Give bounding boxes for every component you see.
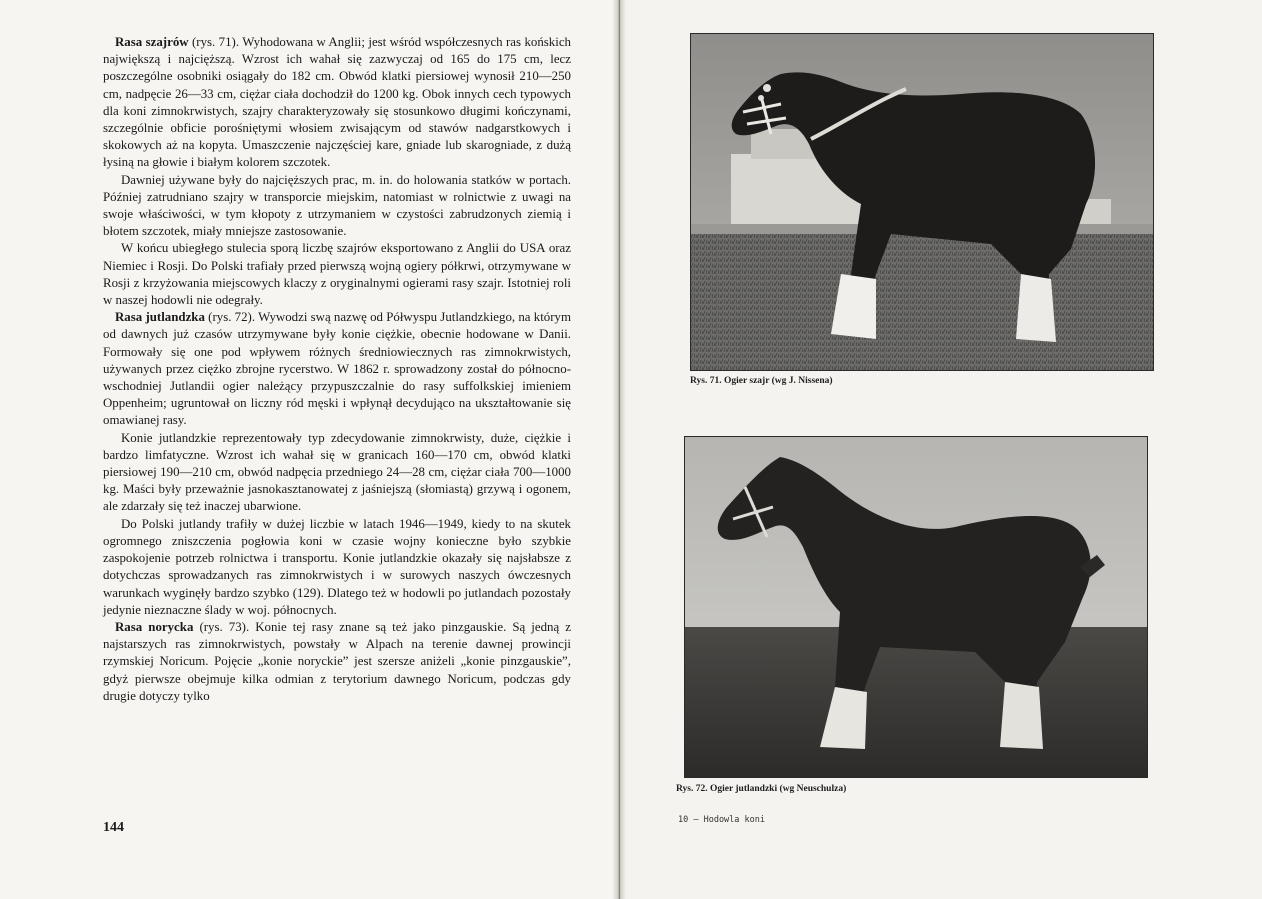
book-gutter bbox=[612, 0, 626, 899]
page-number: 144 bbox=[103, 820, 124, 835]
left-page-text bbox=[103, 34, 571, 705]
paragraph-text: (rys. 73). Konie tej rasy znane są też jako pinzgauskie. Są jedną z najstarszych ras zimnokrwistych, powstały w Alpach na terenie dawnej prowincji rzymskiej Noricum. Pojęcie „konie noryckie” jest szersze aniżeli „konie pinzgauskie”, gdyż pierwsze obejmuje kilka odmian z terytorium dawnego Noricum, podczas gdy drugie dotyczy tylko bbox=[103, 619, 571, 703]
paragraph-noric bbox=[103, 619, 571, 705]
caption-figure-71: Rys. 71. Ogier szajr (wg J. Nissena) bbox=[690, 376, 833, 386]
photo-shire-stallion bbox=[690, 33, 1154, 371]
paragraph-text: Konie jutlandzkie reprezentowały typ zdecydowanie zimnokrwisty, duże, ciężkie i bardzo limfatyczne. Wzrost ich wahał się w granicach 160—170 cm, obwód klatki piersiowej 190—210 cm, obwód nadpęcia przedniego 24—28 cm, ciężar ciała 700—1000 kg. Maści były przeważnie jasnokasztanowatej z jaśniejszą (słomiastą) grzywą i ogonem, ale zdarzały się też inaczej ubarwione. bbox=[103, 430, 571, 514]
jutland-horse-illustration bbox=[685, 437, 1147, 777]
paragraph-jutland-type bbox=[103, 430, 571, 516]
paragraph-jutland bbox=[103, 309, 571, 429]
paragraph-text: W końcu ubiegłego stulecia sporą liczbę szajrów eksportowano z Anglii do USA oraz Niemiec i Rosji. Do Polski trafiały przed pierwszą wojną ogiery półkrwi, otrzymywane w Rosji z krzyżowania miejscowych klaczy z oryginalnymi ogierami rasy szajr. Istotniej roli w naszej hodowli nie odegrały. bbox=[103, 241, 571, 308]
caption-figure-72: Rys. 72. Ogier jutlandzki (wg Neuschulza) bbox=[676, 784, 847, 794]
paragraph-jutland-poland bbox=[103, 516, 571, 619]
heading-jutland: Rasa jutlandzka bbox=[115, 310, 205, 325]
photo-jutland-stallion bbox=[684, 436, 1148, 778]
paragraph-text: Dawniej używane były do najcięższych prac, m. in. do holowania statków w portach. Później zatrudniano szajry w transporcie miejskim, natomiast w rolnictwie z uwagi na swoje właściwości, w tym kłopoty z utrzymaniem w czystości zabrudzonych ziemią i błotem szczotek, miały mniejsze zastosowanie. bbox=[103, 172, 571, 239]
paragraph-shire-export bbox=[103, 240, 571, 309]
paragraph-shire-use bbox=[103, 172, 571, 241]
paragraph-text: (rys. 72). Wywodzi swą nazwę od Półwyspu Jutlandzkiego, na którym od dawnych już czasów utrzymywane były konie ciężkie, obecnie hodowane w Danii. Formowały się one pod wpływem różnych średniowiecznych ras zimnokrwistych, używanych przez ciężko zbrojne rycerstwo. W 1862 r. sprowadzony został do północno-wschodniej Jutlandii ogier należący przypuszczalnie do rasy suffolkskiej imieniem Oppenheim; ugruntował on liczny ród męski i wpłynął decydująco na ukształtowanie się omawianej rasy. bbox=[103, 310, 571, 428]
signature-footer: 10 — Hodowla koni bbox=[678, 815, 765, 825]
shire-horse-illustration bbox=[691, 34, 1153, 370]
heading-shire: Rasa szajrów bbox=[115, 35, 189, 49]
paragraph-shire bbox=[103, 34, 571, 172]
heading-noric: Rasa norycka bbox=[115, 619, 194, 634]
paragraph-text: Do Polski jutlandy trafiły w dużej liczbie w latach 1946—1949, kiedy to na skutek ogromnego zniszczenia pogłowia koni w czasie wojny konieczne było szybkie zaspokojenie potrzeb rolnictwa i transportu. Konie jutlandzkie okazały się najsłabsze z dotychczas sprowadzanych ras zimnokrwistych i w surowych naszych ówczesnych warunkach wyginęły bardzo szybko (129). Dlatego też w hodowli po jutlandach pozostały jedynie nieznaczne ślady w woj. północnych. bbox=[103, 516, 571, 617]
paragraph-text: (rys. 71). Wyhodowana w Anglii; jest wśród współczesnych ras końskich największą i najcięższą. Wzrost ich wahał się zazwyczaj od 165 do 175 cm, lecz poszczególne osobniki osiągały do 182 cm. Obwód klatki piersiowej wynosił 210—250 cm, nadpęcie 26—33 cm, ciężar ciała dochodził do 1200 kg. Obok innych cech typowych dla koni zimnokrwistych, szajry charakteryzowały się stosunkowo długimi kończynami, szczególnie obficie porośniętymi włosiem zwisającym od stawów nadgarstkowych i skokowych aż na kopyta. Umaszczenie najczęściej kare, gniade lub skarogniade, z dużą łysiną na głowie i białym kolorem szczotek. bbox=[103, 35, 571, 170]
